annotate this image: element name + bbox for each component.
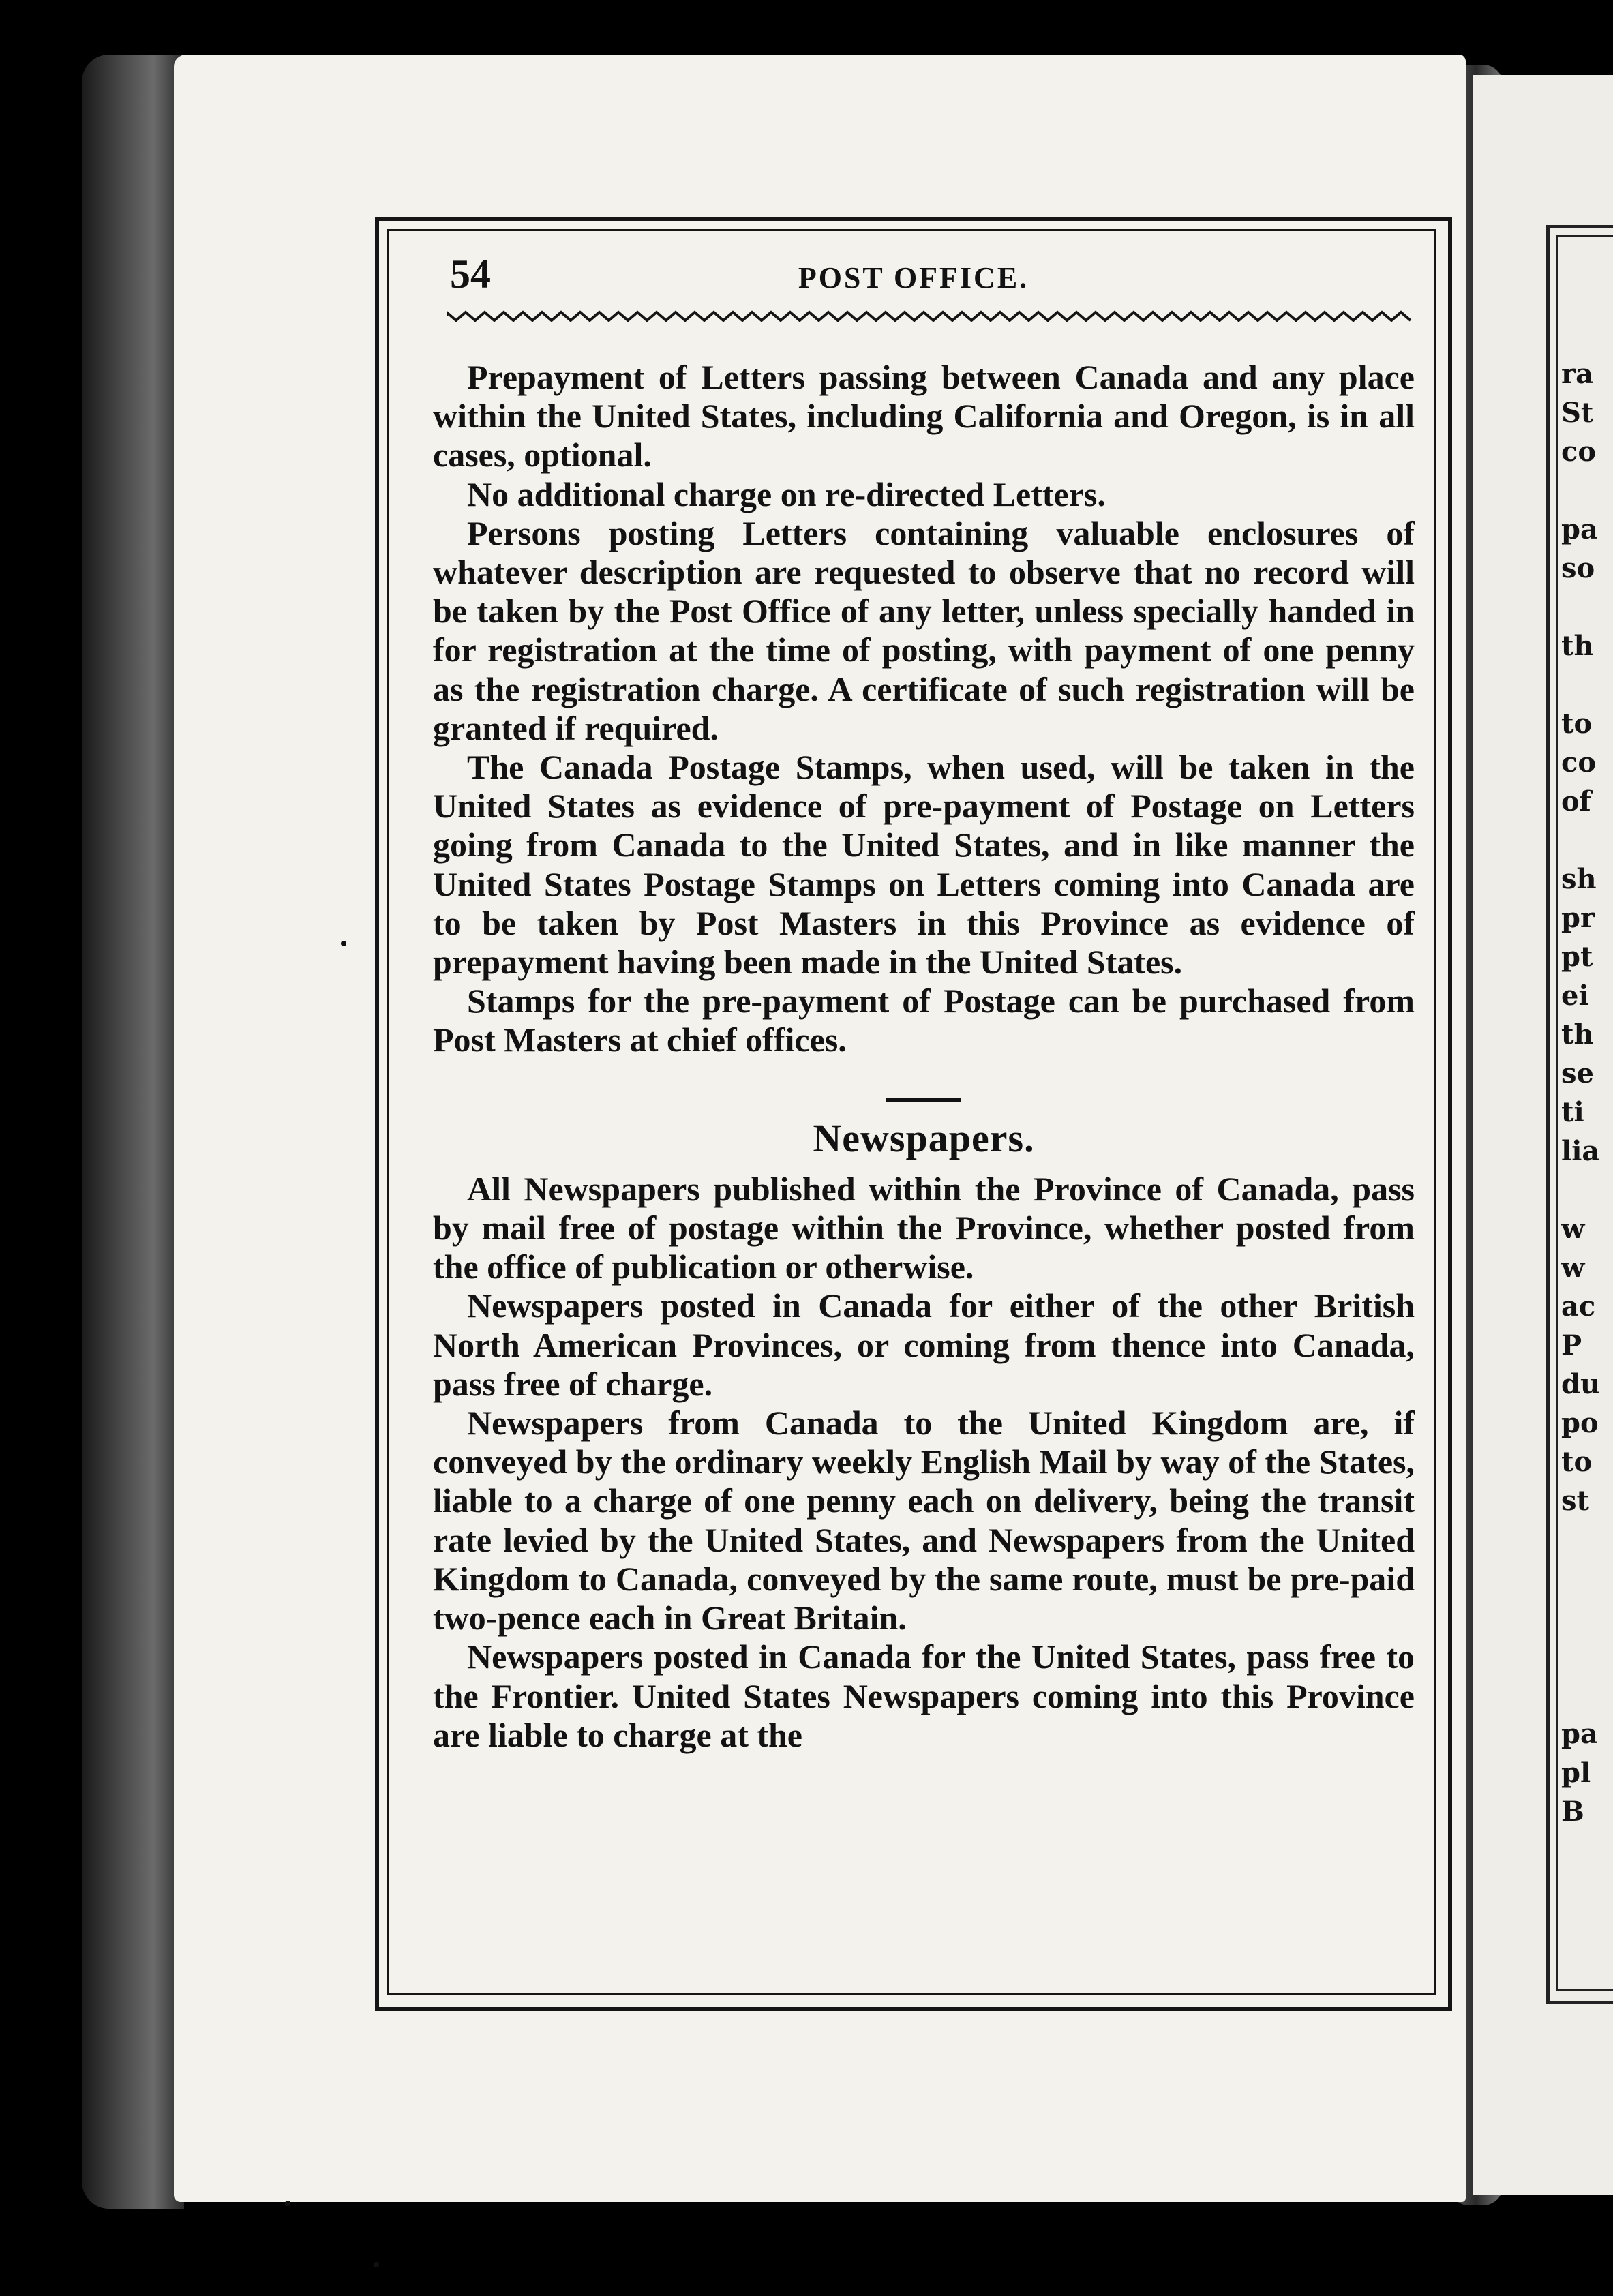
- facing-page-fragment: th: [1561, 1018, 1594, 1051]
- running-title: POST OFFICE.: [798, 261, 1029, 294]
- facing-page-fragment: [1561, 1170, 1613, 1209]
- facing-page-fragment: co: [1561, 746, 1597, 779]
- ink-speck: [285, 2201, 290, 2206]
- facing-page-fragment: [1561, 1598, 1613, 1637]
- paragraph: All Newspapers published within the Province of Canada, pass by mail free of postage within the Province, whether posted from the office of publication or otherwise.: [433, 1169, 1415, 1286]
- facing-page-fragment: [1561, 1559, 1613, 1598]
- facing-page-fragment: [1561, 1637, 1613, 1676]
- facing-page-fragment: ei: [1561, 980, 1589, 1012]
- section-heading: Newspapers.: [813, 1115, 1035, 1160]
- facing-page-fragment: [1561, 588, 1613, 626]
- paragraph: Newspapers posted in Canada for either of the other British North American Provinces, or coming from thence into Canada, pass free of charge.: [433, 1286, 1415, 1403]
- paragraph: Stamps for the pre-payment of Postage can be purchased from Post Masters at chief offices.: [433, 982, 1415, 1059]
- facing-page-fragment: ac: [1561, 1290, 1596, 1323]
- facing-page-fragment: [1561, 821, 1613, 860]
- facing-page-fragment: P: [1561, 1329, 1582, 1361]
- facing-page-fragment: so: [1561, 552, 1595, 584]
- article-body: [433, 358, 1415, 1755]
- facing-page-fragment: pa: [1561, 1718, 1598, 1750]
- facing-page-fragment: pt: [1561, 941, 1593, 973]
- paragraph: Newspapers from Canada to the United Kingdom are, if conveyed by the ordinary weekly English Mail by way of the States, liable to a charge of one penny each on delivery, being the transit rate levied by the United States, and Newspapers from the United Kingdom to Canada, conveyed by the same route, must be pre-paid two-pence each in Great Britain.: [433, 1404, 1415, 1637]
- facing-page-fragment: lia: [1561, 1135, 1600, 1167]
- facing-page-fragment: pa: [1561, 513, 1598, 545]
- facing-page-fragment: se: [1561, 1057, 1594, 1089]
- facing-page-fragment: [1561, 665, 1613, 704]
- facing-page-fragment: co: [1561, 436, 1597, 468]
- facing-page-fragment: [1561, 1676, 1613, 1715]
- ink-speck: [341, 941, 346, 946]
- facing-page-fragment: B: [1561, 1796, 1584, 1828]
- facing-page-fragment: w: [1561, 1252, 1585, 1284]
- section-divider: [886, 1098, 961, 1102]
- book-binding-left: [82, 55, 184, 2209]
- facing-page-fragment: to: [1561, 1446, 1593, 1478]
- facing-page-fragment: [1561, 471, 1613, 510]
- paragraph: Prepayment of Letters passing between Canada and any place within the United States, including California and Oregon, is in all cases, optional.: [433, 358, 1415, 474]
- ink-speck: [374, 2262, 379, 2267]
- facing-page-fragment: ra: [1561, 358, 1593, 390]
- facing-page-fragment: st: [1561, 1485, 1589, 1517]
- facing-page-fragment: ti: [1561, 1096, 1584, 1128]
- paragraph: Newspapers posted in Canada for the United States, pass free to the Frontier. United States Newspapers coming into this Province are liable to charge at the: [433, 1637, 1415, 1754]
- facing-page-fragment: po: [1561, 1407, 1599, 1439]
- facing-page-fragment: pl: [1561, 1757, 1591, 1789]
- page-number: 54: [450, 252, 491, 297]
- facing-page-fragment: St: [1561, 397, 1594, 429]
- page-header: [416, 245, 1411, 307]
- facing-page-fragment: [1561, 1520, 1613, 1559]
- facing-page-fragment: sh: [1561, 863, 1597, 895]
- facing-page-fragment: th: [1561, 630, 1594, 662]
- facing-page-fragment: du: [1561, 1368, 1601, 1400]
- facing-page-fragment: pr: [1561, 902, 1595, 934]
- facing-page-fragment: of: [1561, 785, 1591, 817]
- paragraph: The Canada Postage Stamps, when used, will be taken in the United States as evidence of pre-payment of Postage on Letters going from Canada to the United States, and in like manner the United States Postage Stamps on Letters coming into Canada are to be taken by Post Masters in this Province as evidence of prepayment having been made in the United States.: [433, 748, 1415, 982]
- facing-page-text-fragments: [1561, 354, 1613, 1831]
- paragraph: Persons posting Letters containing valuable enclosures of whatever description are requested to observe that no record will be taken by the Post Office of any letter, unless specially handed in for registration at the time of posting, with payment of one penny as the registration charge. A certificate of such registration will be granted if required.: [433, 513, 1415, 747]
- wavy-divider: [447, 310, 1415, 322]
- facing-page-fragment: w: [1561, 1213, 1585, 1245]
- paragraph: No additional charge on re-directed Letters.: [467, 474, 1106, 513]
- facing-page-fragment: to: [1561, 708, 1593, 740]
